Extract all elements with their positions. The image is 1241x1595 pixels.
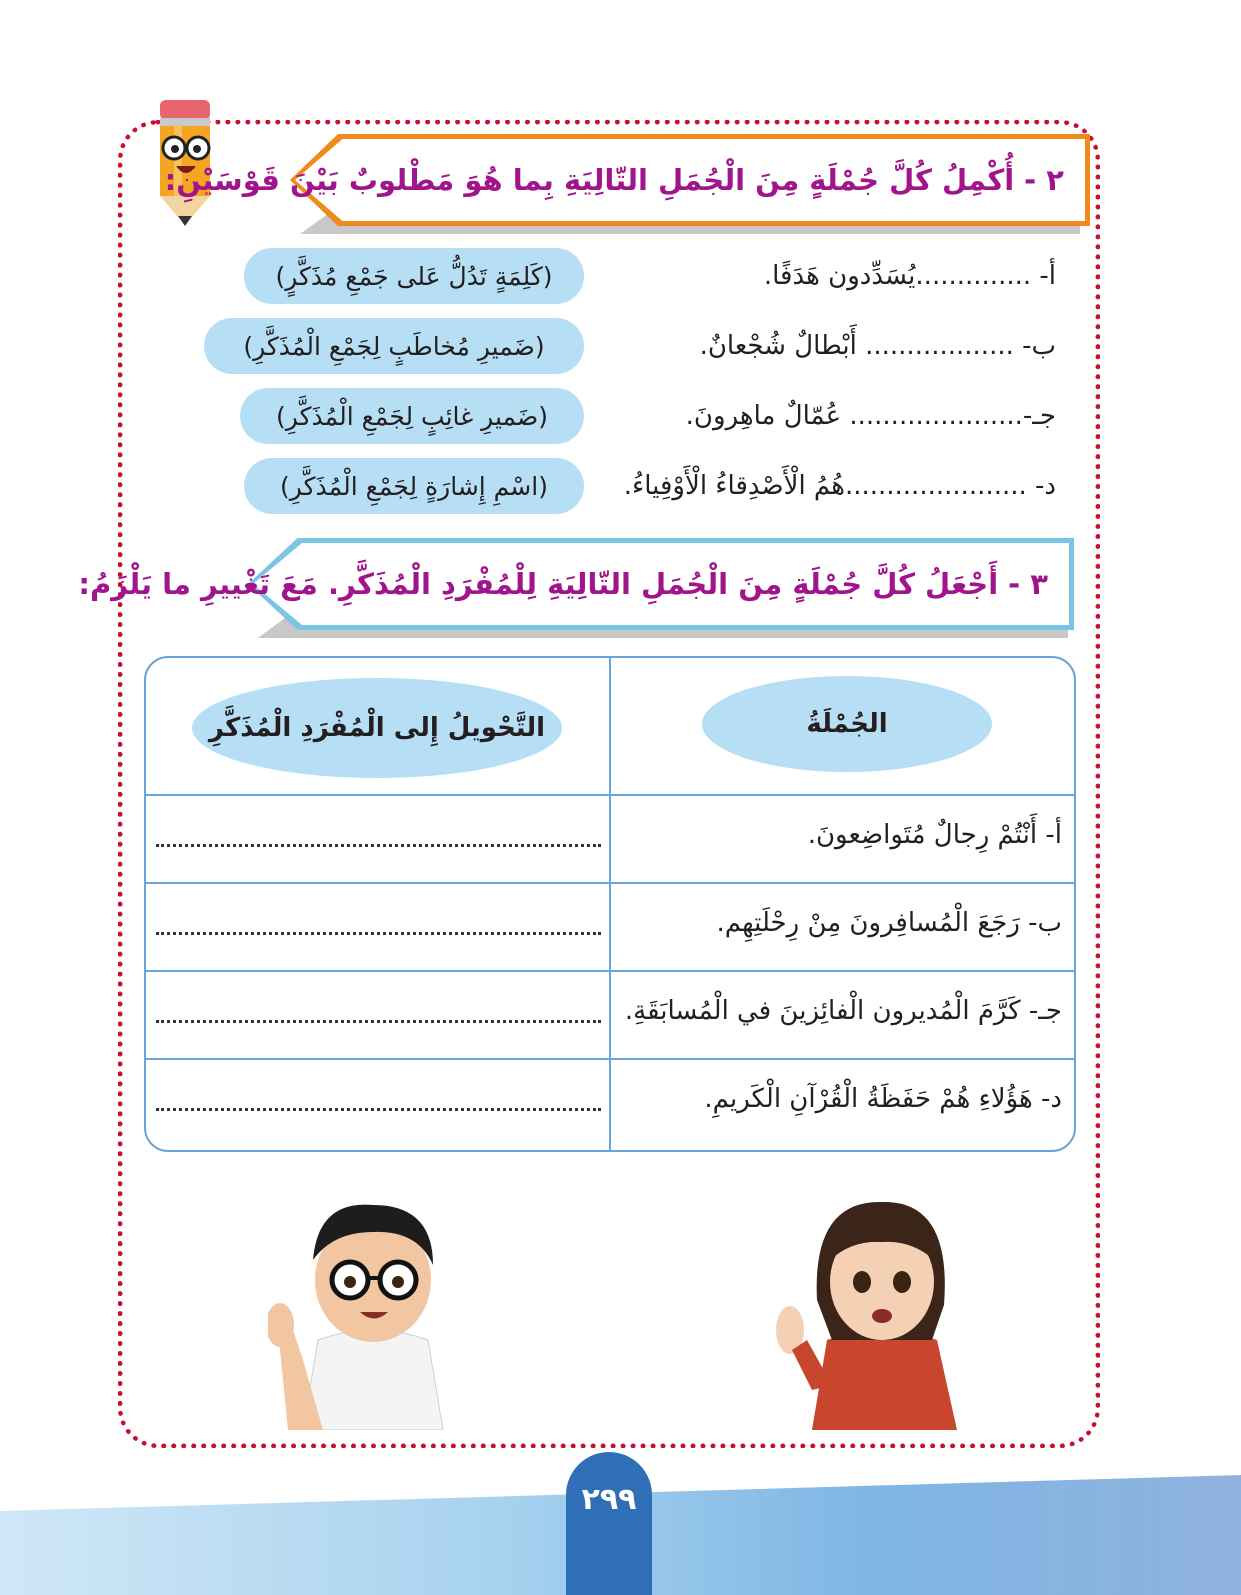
list-item [0, 456, 1241, 516]
hint-b: (ضَميرِ مُخاطَبٍ لِجَمْعِ الْمُذَكَّرِ) [204, 318, 584, 374]
boy-illustration-icon [268, 1190, 478, 1430]
column-divider [609, 658, 611, 1150]
exercise-2-number: ٢ - [1024, 163, 1064, 197]
sentence-a: أ- ..............يُسَدِّدون هَدَفًا. [763, 261, 1056, 291]
table-sentence-b: ب- رَجَعَ الْمُسافِرونَ مِنْ رِحْلَتِهِم. [716, 908, 1062, 938]
answer-line-d[interactable] [156, 1108, 601, 1111]
hint-c: (ضَميرِ غائِبٍ لِجَمْعِ الْمُذَكَّرِ) [240, 388, 584, 444]
answer-line-b[interactable] [156, 932, 601, 935]
table-sentence-c: جـ- كَرَّمَ الْمُديرون الْفائِزينَ في الْمُسابَقَةِ. [624, 996, 1062, 1026]
header-sentence: الجُمْلَةُ [702, 676, 992, 772]
list-item [0, 386, 1241, 446]
table-sentence-a: أ- أَنْتُمْ رِجالٌ مُتَواضِعونَ. [807, 820, 1062, 850]
sentence-d: د- ......................هُمُ الْأَصْدِقاءُ الْأَوْفِياءُ. [623, 471, 1056, 501]
exercise-2-header [164, 134, 1090, 226]
exercise-2-title: أُكْمِلُ كُلَّ جُمْلَةٍ مِنَ الْجُمَلِ التّالِيَةِ بِما هُوَ مَطْلوبٌ بَيْنَ قَوْسَيْنِ: [164, 163, 1015, 197]
list-item [0, 246, 1241, 306]
hint-d: (اسْمِ إِشارَةٍ لِجَمْعِ الْمُذَكَّرِ) [244, 458, 584, 514]
answer-line-c[interactable] [156, 1020, 601, 1023]
exercise-3-number: ٣ - [1008, 567, 1048, 601]
header-conversion: التَّحْويلُ إِلى الْمُفْرَدِ الْمُذَكَّرِ [192, 678, 562, 778]
list-item [0, 316, 1241, 376]
hint-a: (كَلِمَةٍ تَدُلُّ عَلى جَمْعِ مُذَكَّرٍ) [244, 248, 584, 304]
exercise-3-header [78, 538, 1074, 630]
row-divider [146, 1058, 1074, 1060]
conversion-table [144, 656, 1076, 1152]
sentence-c: جـ-..................... عُمّالٌ ماهِرونَ. [685, 401, 1056, 431]
answer-line-a[interactable] [156, 844, 601, 847]
exercise-3-title: أَجْعَلُ كُلَّ جُمْلَةٍ مِنَ الْجُمَلِ التّالِيَةِ لِلْمُفْرَدِ الْمُذَكَّرِ. مَعَ تَغْييرِ ما يَلْزَمُ: [78, 567, 999, 601]
row-divider [146, 970, 1074, 972]
table-sentence-d: د- هَؤُلاءِ هُمْ حَفَظَةُ الْقُرْآنِ الْكَريمِ. [704, 1084, 1062, 1114]
row-divider [146, 794, 1074, 796]
row-divider [146, 882, 1074, 884]
pencil-mascot-icon [140, 80, 230, 230]
girl-illustration-icon [772, 1190, 982, 1430]
page-number: ٢٩٩ [566, 1452, 652, 1595]
sentence-b: ب- .................. أَبْطالٌ شُجْعانٌ. [699, 331, 1056, 361]
